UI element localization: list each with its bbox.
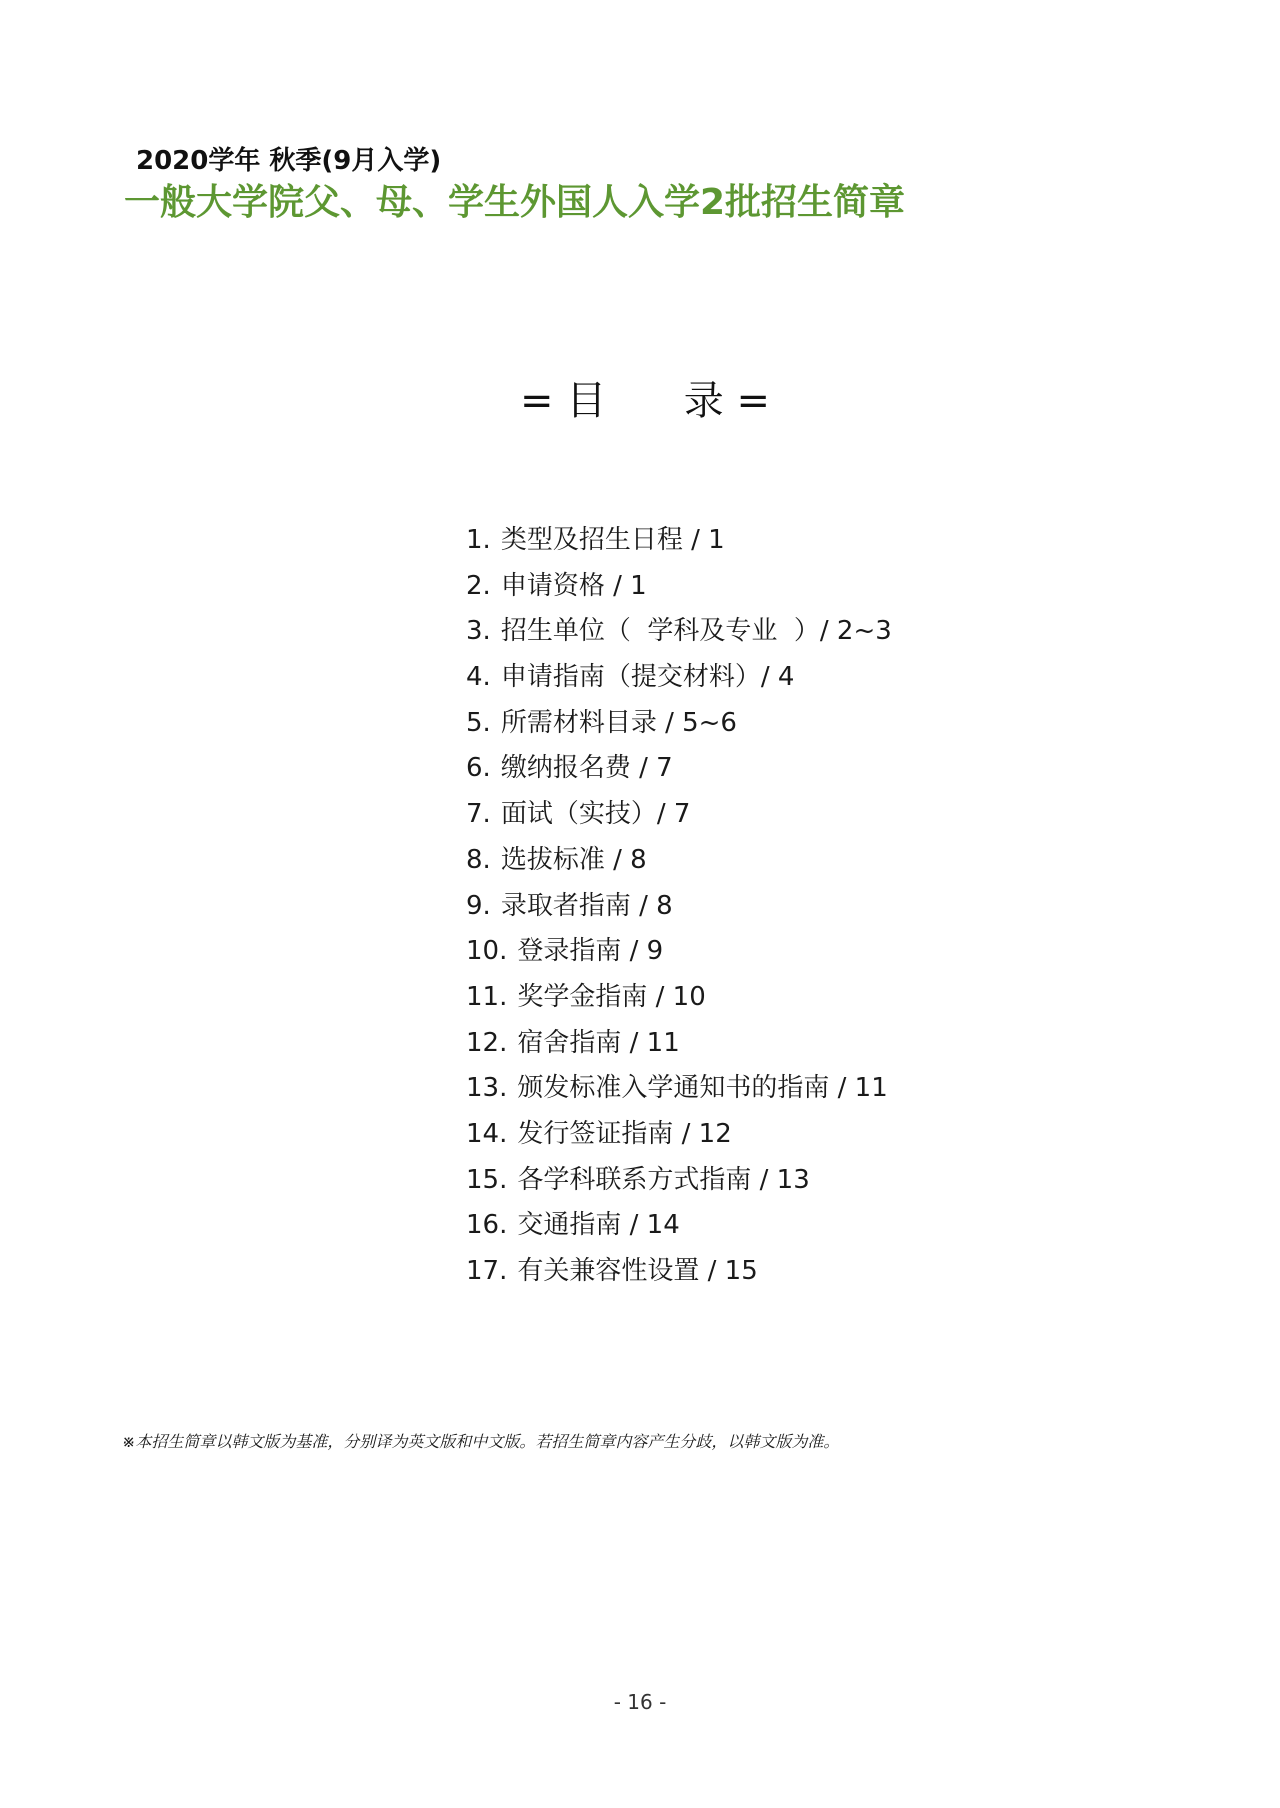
page-number: - 16 - xyxy=(613,1690,667,1714)
toc-heading-left: = 目 xyxy=(520,378,607,424)
toc-item-11 xyxy=(466,975,892,1021)
toc-item-text: 登录指南 / 9 xyxy=(517,936,664,967)
toc-item-number: 5. xyxy=(466,707,491,738)
toc-item-number: 3. xyxy=(466,616,491,647)
toc-item-5 xyxy=(466,701,892,747)
toc-item-text: 招生单位（ 学科及专业 ）/ 2~3 xyxy=(500,616,892,647)
toc-item-number: 14. xyxy=(466,1118,508,1149)
toc-item-number: 4. xyxy=(466,662,491,693)
toc-item-text: 录取者指南 / 8 xyxy=(500,890,673,921)
toc-item-text: 选拔标准 / 8 xyxy=(500,844,647,875)
toc-item-text: 各学科联系方式指南 / 13 xyxy=(517,1164,810,1195)
toc-item-10 xyxy=(466,929,892,975)
toc-heading-right: 录 = xyxy=(683,378,770,424)
toc-item-number: 7. xyxy=(466,799,491,830)
toc-item-number: 9. xyxy=(466,890,491,921)
toc-item-number: 13. xyxy=(466,1073,508,1104)
toc-item-number: 11. xyxy=(466,981,508,1012)
toc-item-14 xyxy=(466,1112,892,1158)
toc-item-7 xyxy=(466,792,892,838)
toc-item-6 xyxy=(466,746,892,792)
toc-item-text: 申请指南（提交材料）/ 4 xyxy=(500,662,795,693)
toc-item-text: 颁发标准入学通知书的指南 / 11 xyxy=(517,1073,888,1104)
toc-item-text: 申请资格 / 1 xyxy=(500,570,647,601)
toc-item-text: 宿舍指南 / 11 xyxy=(517,1027,680,1058)
toc-item-3 xyxy=(466,609,892,655)
document-subtitle: 2020学年 秋季(9月入学) xyxy=(136,146,442,176)
toc-item-16 xyxy=(466,1203,892,1249)
toc-item-1 xyxy=(466,518,892,564)
toc-item-number: 6. xyxy=(466,753,491,784)
toc-item-number: 15. xyxy=(466,1164,508,1195)
toc-item-number: 10. xyxy=(466,936,508,967)
toc-item-text: 类型及招生日程 / 1 xyxy=(500,525,725,555)
toc-item-12 xyxy=(466,1021,892,1067)
toc-item-number: 16. xyxy=(466,1210,508,1241)
toc-item-number: 1. xyxy=(466,525,491,555)
toc-item-text: 发行签证指南 / 12 xyxy=(517,1118,732,1149)
toc-item-number: 12. xyxy=(466,1027,508,1058)
toc-item-13 xyxy=(466,1066,892,1112)
toc-item-15 xyxy=(466,1158,892,1204)
footnote: ※本招生简章以韩文版为基准，分别译为英文版和中文版。若招生简章内容产生分歧，以韩文版为准。 xyxy=(122,1432,840,1451)
toc-item-17 xyxy=(466,1249,892,1295)
toc-item-9 xyxy=(466,884,892,930)
toc-item-4 xyxy=(466,655,892,701)
toc-item-2 xyxy=(466,564,892,610)
toc-heading xyxy=(520,375,770,427)
toc-item-text: 缴纳报名费 / 7 xyxy=(500,753,673,784)
toc-item-number: 2. xyxy=(466,570,491,601)
toc-item-8 xyxy=(466,838,892,884)
toc-item-number: 8. xyxy=(466,844,491,875)
toc-item-text: 有关兼容性设置 / 15 xyxy=(517,1256,758,1286)
toc-item-text: 奖学金指南 / 10 xyxy=(517,981,706,1012)
toc-list xyxy=(466,518,892,1295)
document-title: 一般大学院父、母、学生外国人入学2批招生简章 xyxy=(124,182,906,223)
toc-item-number: 17. xyxy=(466,1256,508,1286)
toc-item-text: 面试（实技）/ 7 xyxy=(500,799,691,830)
toc-item-text: 所需材料目录 / 5~6 xyxy=(500,707,737,738)
toc-item-text: 交通指南 / 14 xyxy=(517,1210,680,1241)
